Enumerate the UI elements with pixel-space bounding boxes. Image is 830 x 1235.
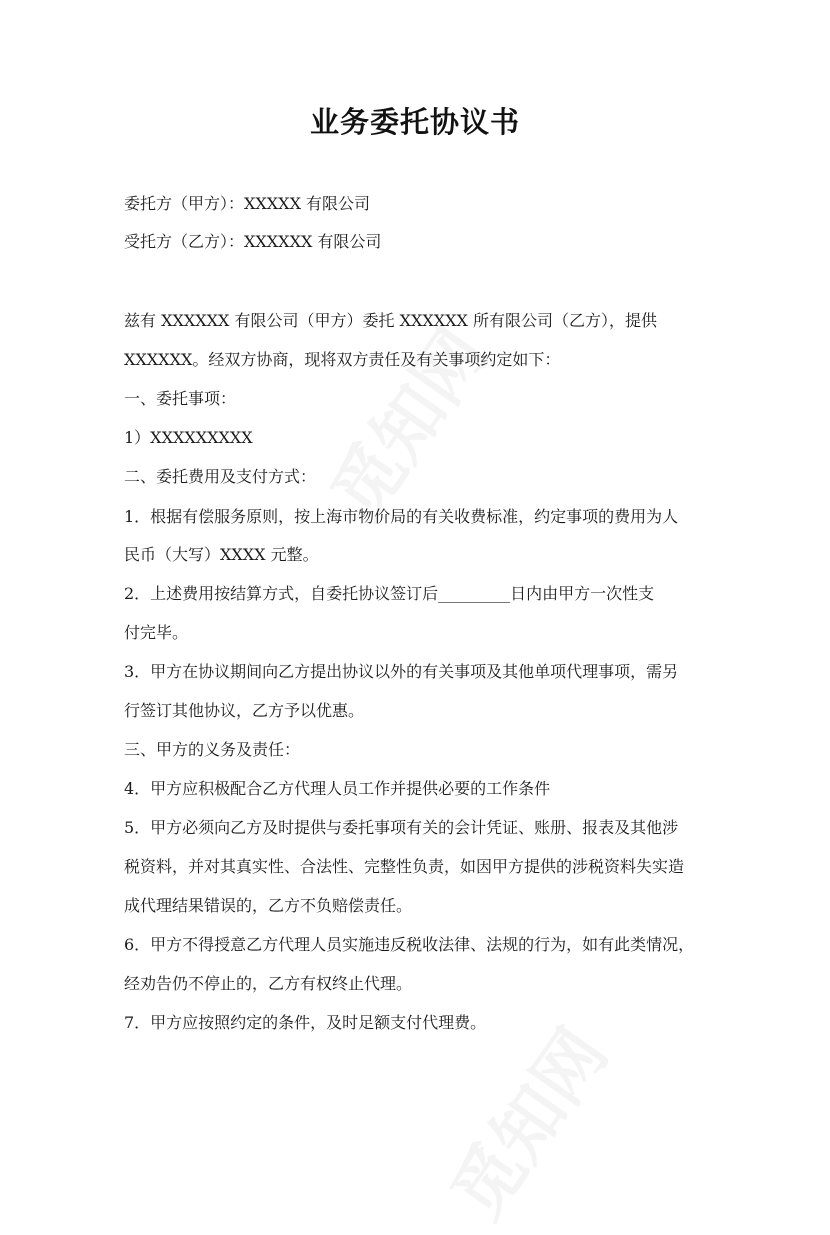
section-heading: 三、甲方的义务及责任：	[124, 740, 301, 759]
document-title: 业务委托协议书	[309, 105, 520, 139]
clause-line: 经劝告仍不停止的，乙方有权终止代理。	[124, 974, 413, 993]
section-heading: 一、委托事项：	[124, 389, 237, 408]
clause-line: 4．甲方应积极配合乙方代理人员工作并提供必要的工作条件	[124, 779, 551, 798]
intro-line: 兹有 XXXXXX 有限公司（甲方）委托 XXXXXX 所有限公司（乙方），提供	[124, 311, 658, 330]
watermark	[303, 306, 506, 536]
clause-line: 1．根据有偿服务原则，按上海市物价局的有关收费标准，约定事项的费用为人	[124, 507, 679, 526]
clause-line: 5．甲方必须向乙方及时提供与委托事项有关的会计凭证、账册、报表及其他涉	[124, 818, 679, 837]
clause-line: 民币（大写）XXXX 元整。	[124, 545, 319, 564]
clause-line: 6．甲方不得授意乙方代理人员实施违反税收法律、法规的行为，如有此类情况，	[124, 935, 695, 954]
clause-line: 税资料，并对其真实性、合法性、完整性负责，如因甲方提供的涉税资料失实造	[124, 857, 685, 876]
intro-line: XXXXXX。经双方协商，现将双方责任及有关事项约定如下：	[124, 350, 561, 369]
clause-line: 3．甲方在协议期间向乙方提出协议以外的有关事项及其他单项代理事项，需另	[124, 662, 679, 681]
clause-line: 7．甲方应按照约定的条件，及时足额支付代理费。	[124, 1013, 487, 1032]
party-a-line: 委托方（甲方）：XXXXX 有限公司	[124, 194, 371, 213]
clause-line: 付完毕。	[124, 623, 189, 642]
section-heading: 二、委托费用及支付方式：	[124, 467, 317, 486]
clause-line: 行签订其他协议，乙方予以优惠。	[124, 701, 365, 720]
list-item: 1）XXXXXXXXX	[124, 428, 253, 447]
clause-line: 成代理结果错误的，乙方不负赔偿责任。	[124, 896, 413, 915]
party-b-line: 受托方（乙方）：XXXXXX 有限公司	[124, 232, 382, 251]
watermark	[423, 1006, 626, 1235]
clause-line: 2．上述费用按结算方式，自委托协议签订后_________日内由甲方一次性支	[124, 584, 655, 603]
